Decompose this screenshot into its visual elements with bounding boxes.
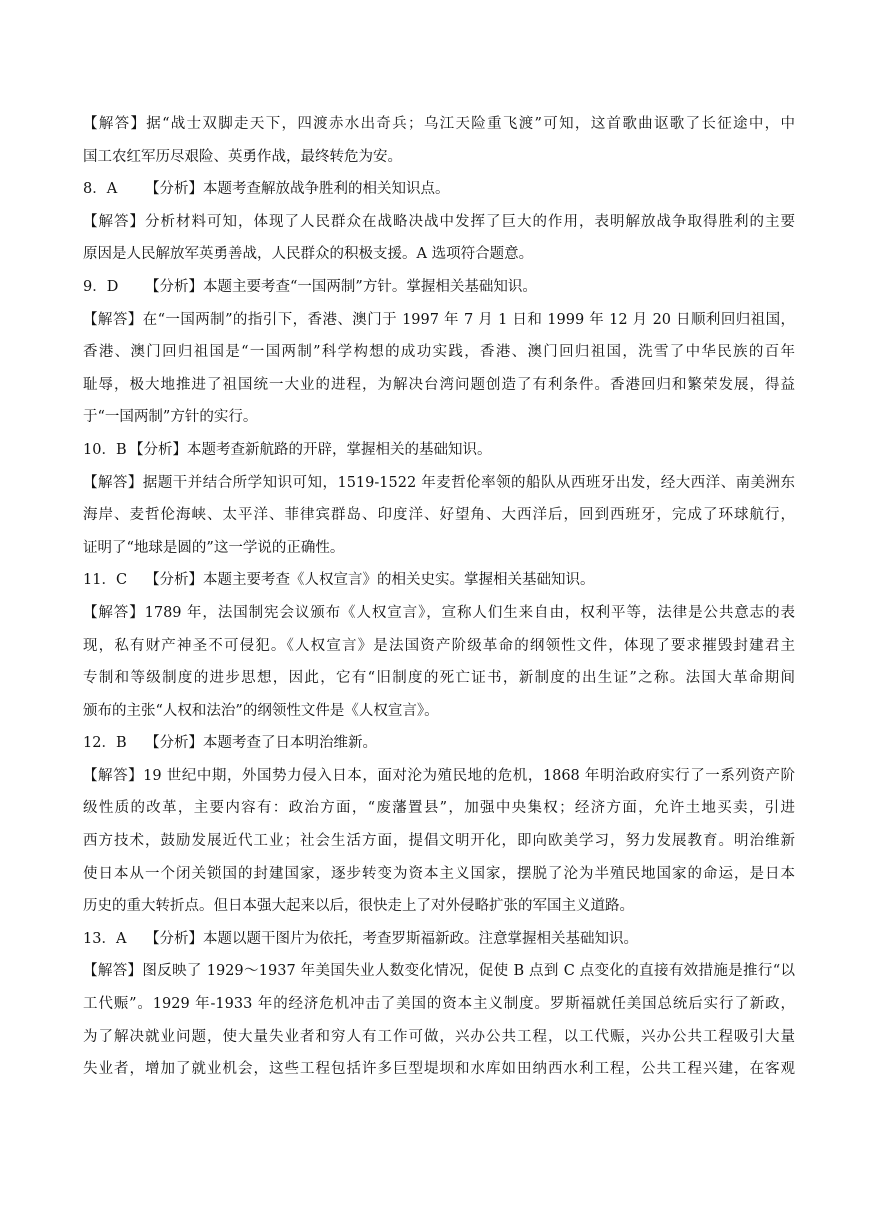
question-number: 9．D bbox=[83, 278, 119, 295]
answer-line: 【解答】据“战士双脚走天下，四渡赤水出奇兵；乌江天险重飞渡”可知，这首歌曲讴歌了长征途中，中 bbox=[83, 116, 795, 132]
answer-item-10 bbox=[83, 434, 795, 564]
question-number: 8．A bbox=[83, 181, 118, 198]
analysis-text: 【分析】本题主要考查《人权宣言》的相关史实。掌握相关基础知识。 bbox=[145, 572, 595, 589]
analysis-line bbox=[83, 173, 795, 206]
analysis-line bbox=[83, 923, 795, 956]
answer-line: 为了解决就业问题，使大量失业者和穷人有工作可做，兴办公共工程，以工代赈，兴办公共工程吸引大量 bbox=[83, 1028, 795, 1045]
question-number: 13．A bbox=[83, 930, 127, 947]
analysis-text: 【分析】本题以题干图片为依托，考查罗斯福新政。注意掌握相关基础知识。 bbox=[145, 930, 638, 947]
answer-line: 【解答】19 世纪中期，外国势力侵入日本，面对沦为殖民地的危机，1868 年明治政府实行了一系列资产阶 bbox=[83, 767, 795, 784]
analysis-line bbox=[83, 564, 795, 597]
answer-item-8 bbox=[83, 173, 795, 271]
answer-line: 【解答】1789 年，法国制宪会议颁布《人权宣言》，宣称人们生来自由，权利平等，法律是公共意志的表 bbox=[83, 604, 795, 621]
answer-line: 级性质的改革，主要内容有：政治方面，“废藩置县”，加强中央集权；经济方面，允许土地买卖，引进 bbox=[83, 800, 795, 817]
answer-line: 颁布的主张“人权和法治”的纲领性文件是《人权宣言》。 bbox=[83, 702, 439, 719]
answer-line: 现，私有财产神圣不可侵犯。《人权宣言》是法国资产阶级革命的纲领性文件，体现了要求摧毁封建君主 bbox=[83, 637, 795, 654]
answer-line: 工代赈”。1929 年-1933 年的经济危机冲击了美国的资本主义制度。罗斯福就任美国总统后实行了新政， bbox=[83, 996, 795, 1013]
question-number: 12．B bbox=[83, 735, 127, 752]
answer-line: 失业者，增加了就业机会，这些工程包括许多巨型堤坝和水库如田纳西水利工程，公共工程兴建，在客观 bbox=[83, 1061, 795, 1078]
answer-line: 香港、澳门回归祖国是“一国两制”科学构想的成功实践，香港、澳门回归祖国，洗雪了中华民族的百年 bbox=[83, 344, 795, 361]
analysis-text: 【分析】本题考查了日本明治维新。 bbox=[145, 735, 377, 752]
analysis-line bbox=[83, 727, 795, 760]
analysis-line bbox=[83, 271, 795, 304]
answer-item-7 bbox=[83, 108, 795, 173]
analysis-line bbox=[83, 434, 795, 467]
answer-line: 于“一国两制”方针的实行。 bbox=[83, 409, 258, 426]
answer-item-9 bbox=[83, 271, 795, 434]
answer-line: 【解答】分析材料可知，体现了人民群众在战略决战中发挥了巨大的作用，表明解放战争取得胜利的主要 bbox=[83, 213, 795, 230]
answer-line: 历史的重大转折点。但日本强大起来以后，很快走上了对外侵略扩张的军国主义道路。 bbox=[83, 898, 634, 915]
answer-line: 西方技术，鼓励发展近代工业；社会生活方面，提倡文明开化，即向欧美学习，努力发展教育。明治维新 bbox=[83, 833, 795, 850]
answer-item-11 bbox=[83, 564, 795, 727]
answer-line: 使日本从一个闭关锁国的封建国家，逐步转变为资本主义国家，摆脱了沦为半殖民地国家的命运，是日本 bbox=[83, 865, 795, 882]
document-page bbox=[83, 108, 795, 1086]
answer-line: 国工农红军历尽艰险、英勇作战，最终转危为安。 bbox=[83, 148, 402, 165]
answer-item-12 bbox=[83, 727, 795, 923]
answer-line: 海岸、麦哲伦海峡、太平洋、菲律宾群岛、印度洋、好望角、大西洋后，回到西班牙，完成了环球航行， bbox=[83, 507, 795, 524]
answer-line: 专制和等级制度的进步思想，因此，它有“旧制度的死亡证书，新制度的出生证”之称。法国大革命期间 bbox=[83, 670, 795, 687]
analysis-text: 【分析】本题考查新航路的开辟，掌握相关的基础知识。 bbox=[129, 441, 492, 458]
answer-line: 【解答】图反映了 1929～1937 年美国失业人数变化情况，促使 B 点到 C 点变化的直接有效措施是推行“以 bbox=[83, 963, 795, 980]
analysis-text: 【分析】本题主要考查“一国两制”方针。掌握相关基础知识。 bbox=[145, 278, 537, 295]
answer-line: 证明了“地球是圆的”这一学说的正确性。 bbox=[83, 539, 345, 556]
question-number: 11．C bbox=[83, 572, 128, 589]
answer-line: 【解答】在“一国两制”的指引下，香港、澳门于 1997 年 7 月 1 日和 1999 年 12 月 20 日顺利回归祖国， bbox=[83, 311, 795, 328]
answer-item-13 bbox=[83, 923, 795, 1086]
question-number: 10．B bbox=[83, 441, 127, 458]
analysis-text: 【分析】本题考查解放战争胜利的相关知识点。 bbox=[145, 181, 450, 198]
answer-line: 原因是人民解放军英勇善战，人民群众的积极支援。A 选项符合题意。 bbox=[83, 246, 534, 263]
answer-line: 【解答】据题干并结合所学知识可知，1519-1522 年麦哲伦率领的船队从西班牙出发，经大西洋、南美洲东 bbox=[83, 474, 795, 491]
answer-line: 耻辱，极大地推进了祖国统一大业的进程，为解决台湾问题创造了有利条件。香港回归和繁荣发展，得益 bbox=[83, 376, 795, 393]
